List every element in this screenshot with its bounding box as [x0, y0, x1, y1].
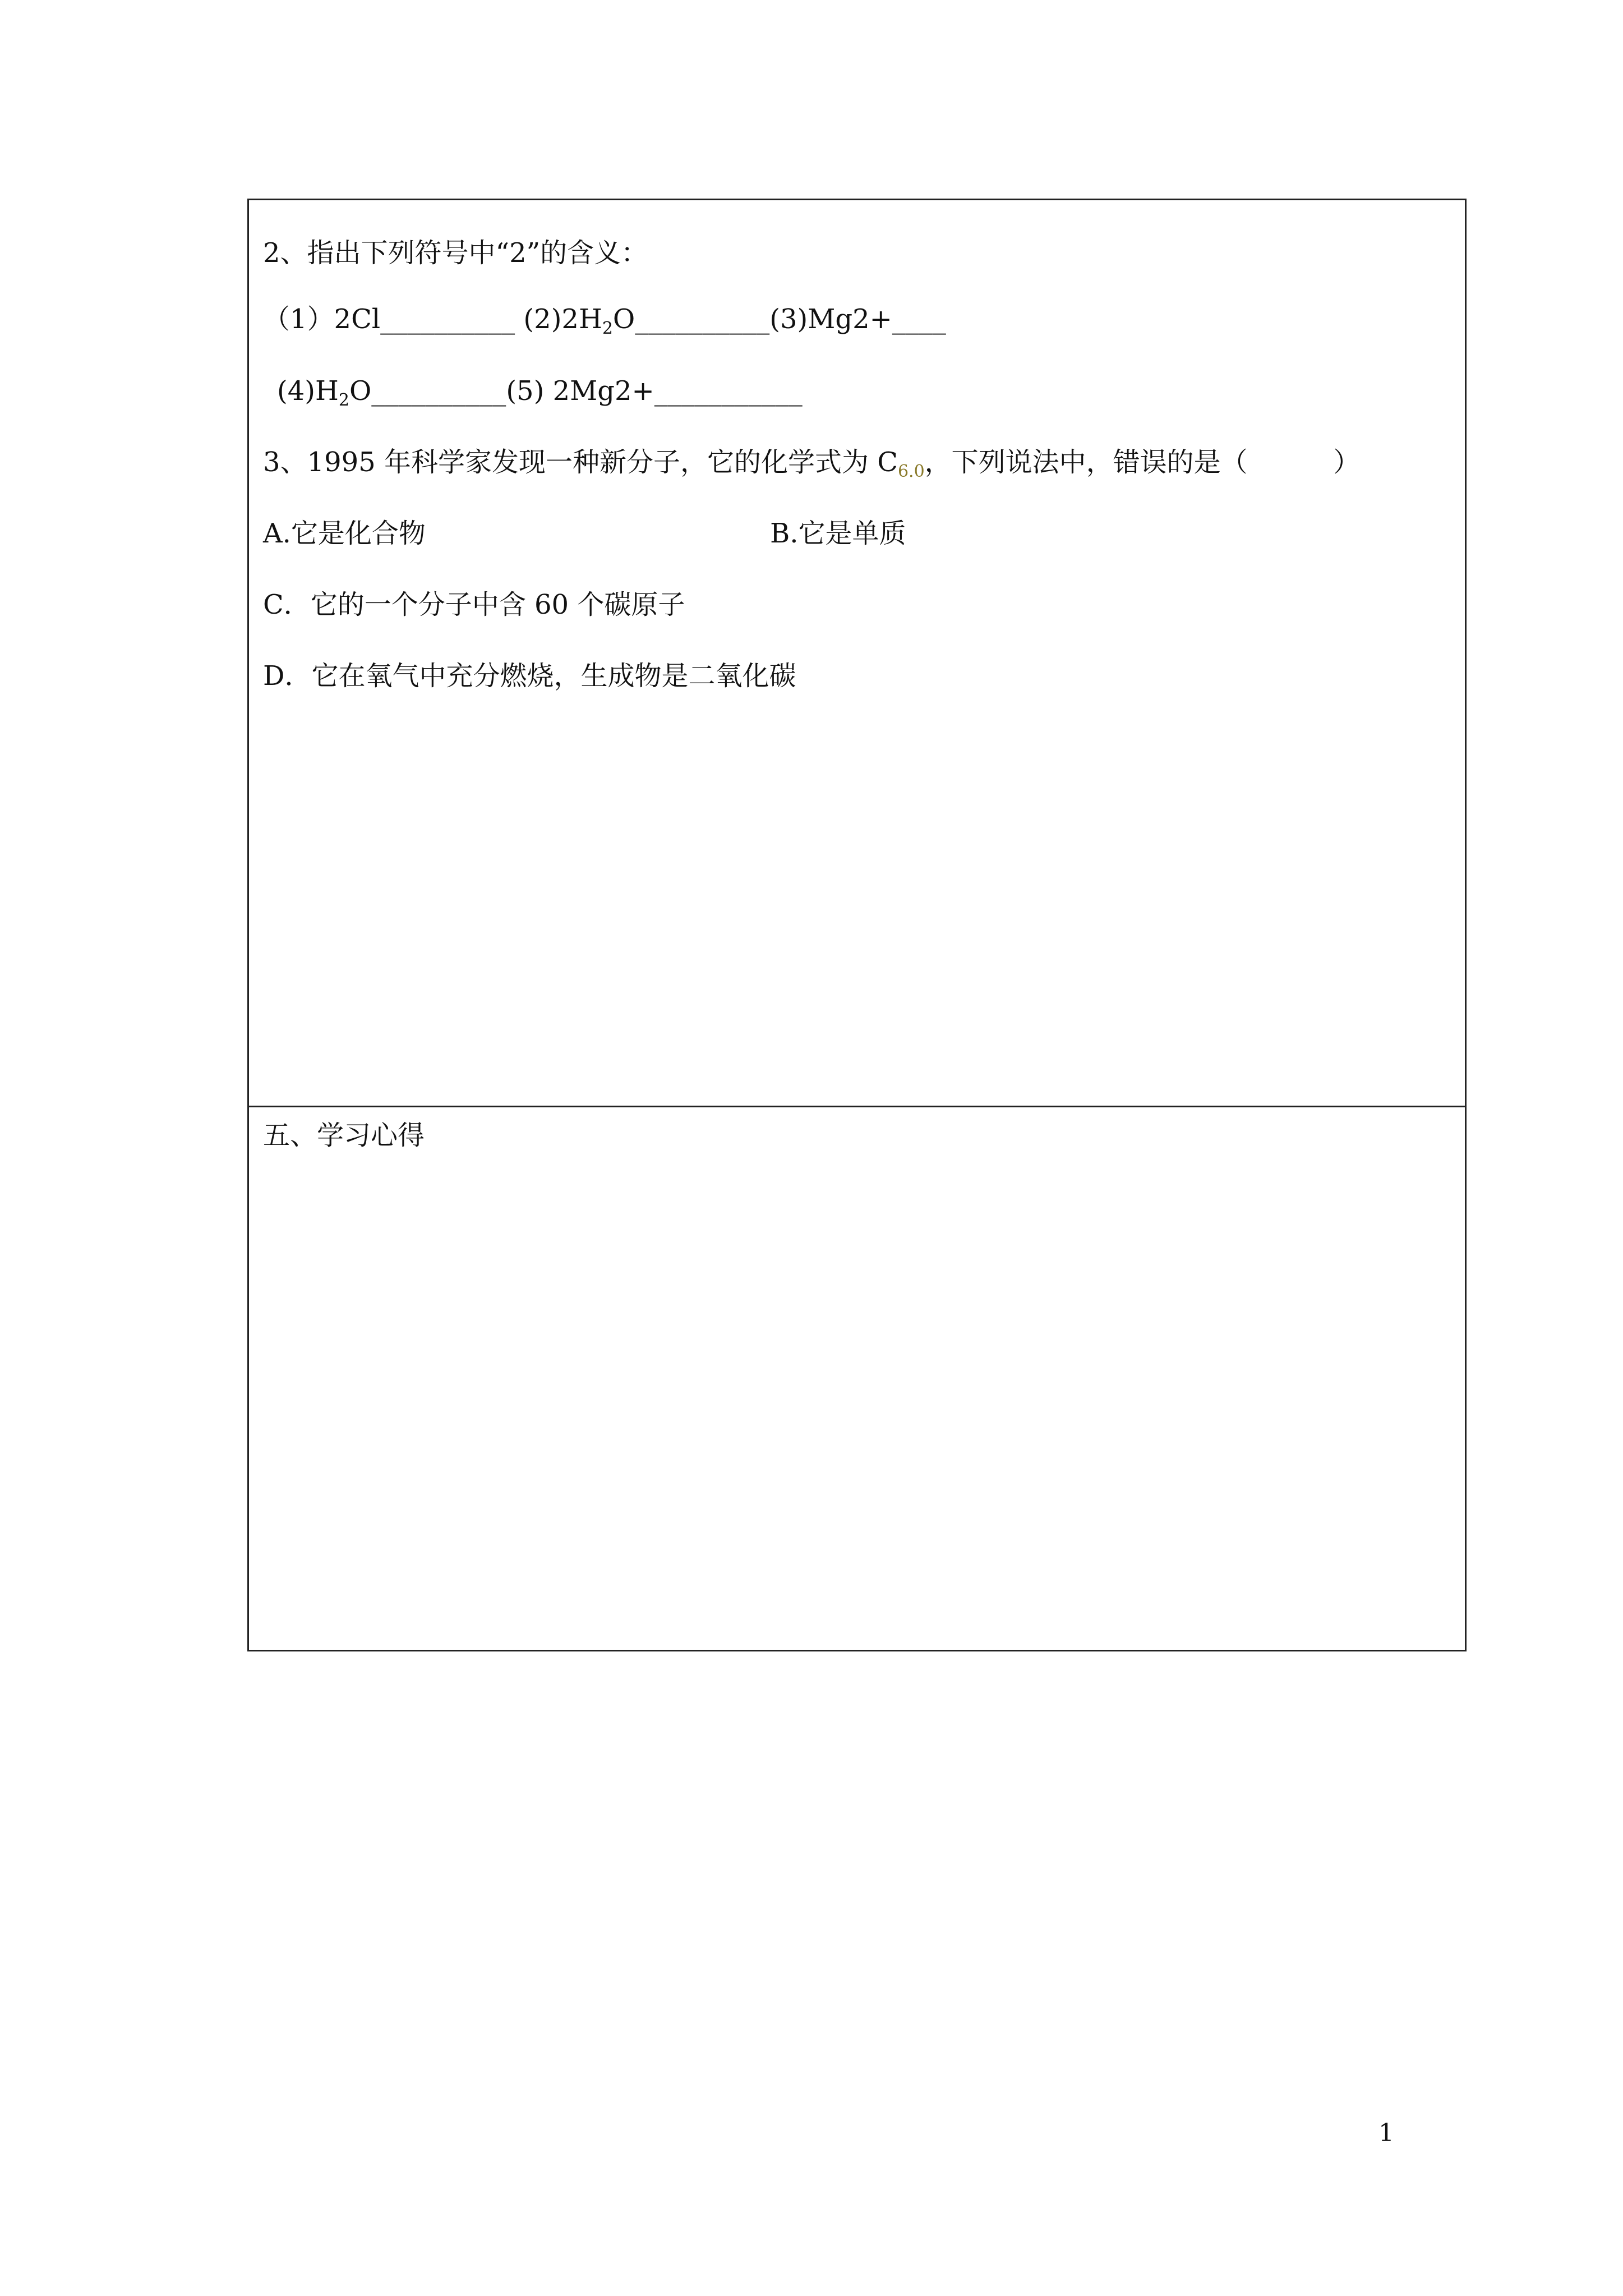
option-c: C．它的一个分子中含 60 个碳原子 [263, 589, 685, 620]
option-b: B.它是单质 [770, 518, 906, 549]
reflection-cell [249, 1107, 1465, 1650]
section-5-title: 五、学习心得 [263, 1120, 425, 1151]
page-number: 1 [1378, 2119, 1394, 2147]
blank-5: (5) 2Mg2+___________ [506, 375, 803, 407]
blank-2: $(2)2H_2O\_\_\_\_\_\_\_\_\_\_$ [523, 303, 770, 338]
blank-4: $(4)H_2O\_\_\_\_\_\_\_\_\_\_$ [277, 375, 506, 410]
blank-1: （1）2Cl__________ [263, 303, 524, 335]
question-2-title: 2、指出下列符号中“2”的含义： [263, 237, 648, 269]
question-3-stem: 3、1995 年科学家发现一种新分子，它的化学式为 $C_{6.0}$，下列说法中，错误的是（ ） [263, 447, 1361, 481]
question-2-row-1 [263, 302, 946, 346]
option-a: A.它是化合物 [263, 518, 426, 549]
blank-3: (3)Mg2+____ [769, 303, 946, 335]
option-d: D．它在氧气中充分燃烧，生成物是二氧化碳 [263, 660, 796, 692]
worksheet-table [247, 199, 1467, 1651]
formula-subscript: 6.0 [897, 462, 925, 481]
question-2-row-2 [277, 374, 803, 417]
exercise-cell [249, 200, 1465, 1107]
